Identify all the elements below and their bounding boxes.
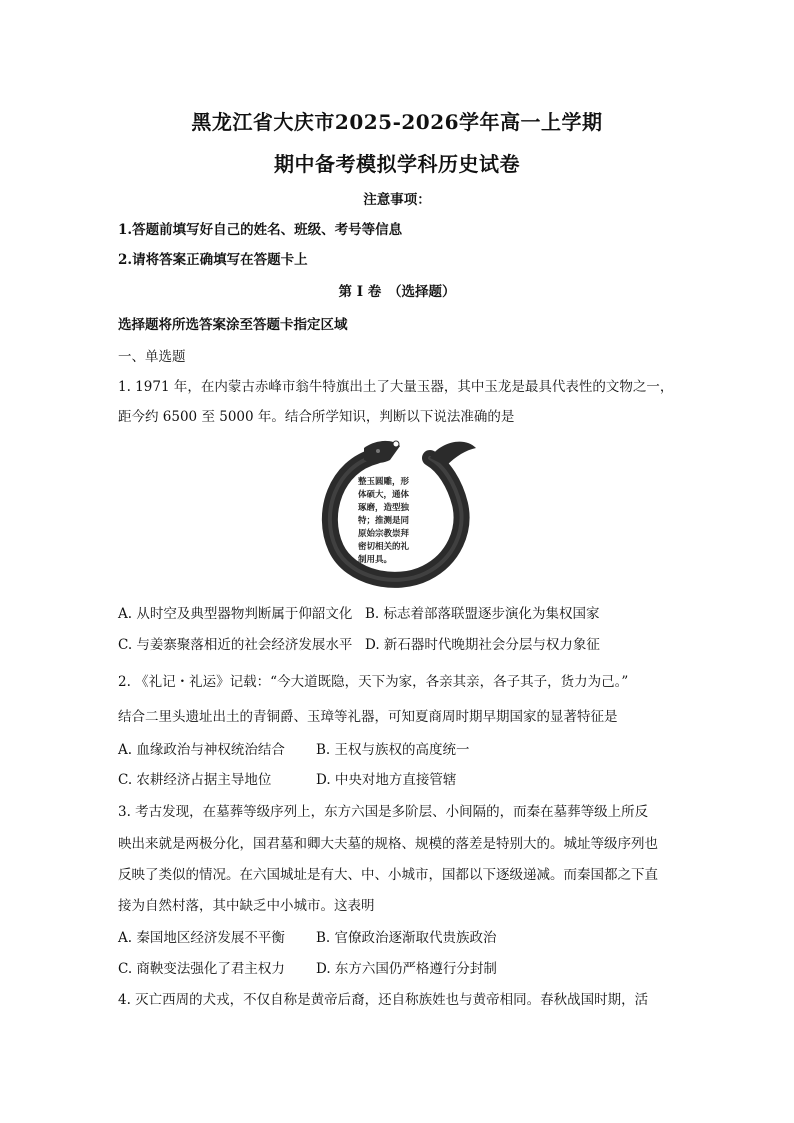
figure-caption-line: 特；推测是同 [358,516,410,526]
figure-caption-line: 原始宗教崇拜 [358,529,410,539]
question-3-option-b[interactable]: B. 官僚政治逐渐取代贵族政治 [316,930,497,946]
question-1-option-a[interactable]: A. 从时空及典型器物判断属于仰韶文化 [118,606,353,622]
question-2-option-a[interactable]: A. 血缘政治与神权统治结合 [118,742,285,758]
figure-caption [358,476,409,567]
volume-heading: 第 I 卷 （选择题） [338,284,456,300]
question-2-line-2: 结合二里头遗址出土的青铜爵、玉璋等礼器，可知夏商周时期早期国家的显著特征是 [118,709,618,725]
question-3-option-a[interactable]: A. 秦国地区经济发展不平衡 [118,930,285,946]
notice-item-2: 2.请将答案正确填写在答题卡上 [118,252,308,268]
exam-title-line1: 黑龙江省大庆市2025-2026学年高一上学期 [191,110,603,134]
question-2-option-b[interactable]: B. 王权与族权的高度统一 [316,742,470,758]
jade-dragon-figure [318,438,478,588]
question-1-option-b[interactable]: B. 标志着部落联盟逐步演化为集权国家 [365,606,600,622]
question-1-option-c[interactable]: C. 与姜寨聚落相近的社会经济发展水平 [118,637,353,653]
notice-item-1: 1.答题前填写好自己的姓名、班级、考号等信息 [118,222,403,238]
question-1-line-2: 距今约 6500 至 5000 年。结合所学知识，判断以下说法准确的是 [118,409,515,425]
question-type-heading: 一、单选题 [118,349,186,365]
question-3-line-2: 映出来就是两极分化，国君墓和卿大夫墓的规格、规模的落差是特别大的。城址等级序列也 [118,836,658,852]
question-2-option-c[interactable]: C. 农耕经济占据主导地位 [118,772,272,788]
figure-caption-line: 制用具。 [358,555,393,565]
question-1-line-1: 1. 1971 年，在内蒙古赤峰市翁牛特旗出土了大量玉器，其中玉龙是最具代表性的文物之一， [118,379,674,395]
question-1-option-d[interactable]: D. 新石器时代晚期社会分层与权力象征 [365,637,600,653]
exam-title-line2: 期中备考模拟学科历史试卷 [274,152,520,176]
question-3-line-4: 接为自然村落，其中缺乏中小城市。这表明 [118,898,375,914]
question-4-line-1: 4. 灭亡西周的犬戎，不仅自称是黄帝后裔，还自称族姓也与黄帝相同。春秋战国时期，活 [118,992,649,1008]
question-2-line-1: 2. 《礼记・礼运》记载：“今大道既隐，天下为家，各亲其亲，各子其子，货力为己。” [118,674,629,690]
figure-caption-line: 体硕大，通体 [358,490,410,500]
question-3-option-d[interactable]: D. 东方六国仍严格遵行分封制 [316,961,497,977]
figure-caption-line: 琢磨，造型独 [358,503,410,513]
question-2-option-d[interactable]: D. 中央对地方直接管辖 [316,772,457,788]
notice-heading: 注意事项： [363,192,431,208]
question-3-option-c[interactable]: C. 商鞅变法强化了君主权力 [118,961,285,977]
question-3-line-3: 反映了类似的情况。在六国城址是有大、中、小城市，国都以下逐级递减。而秦国都之下直 [118,867,658,883]
question-3-line-1: 3. 考古发现，在墓葬等级序列上，东方六国是多阶层、小间隔的，而秦在墓葬等级上所反 [118,804,649,820]
figure-caption-line: 整玉圆雕，形 [358,477,410,487]
figure-caption-line: 密切相关的礼 [358,542,410,552]
section-instruction: 选择题将所选答案涂至答题卡指定区域 [118,317,348,333]
